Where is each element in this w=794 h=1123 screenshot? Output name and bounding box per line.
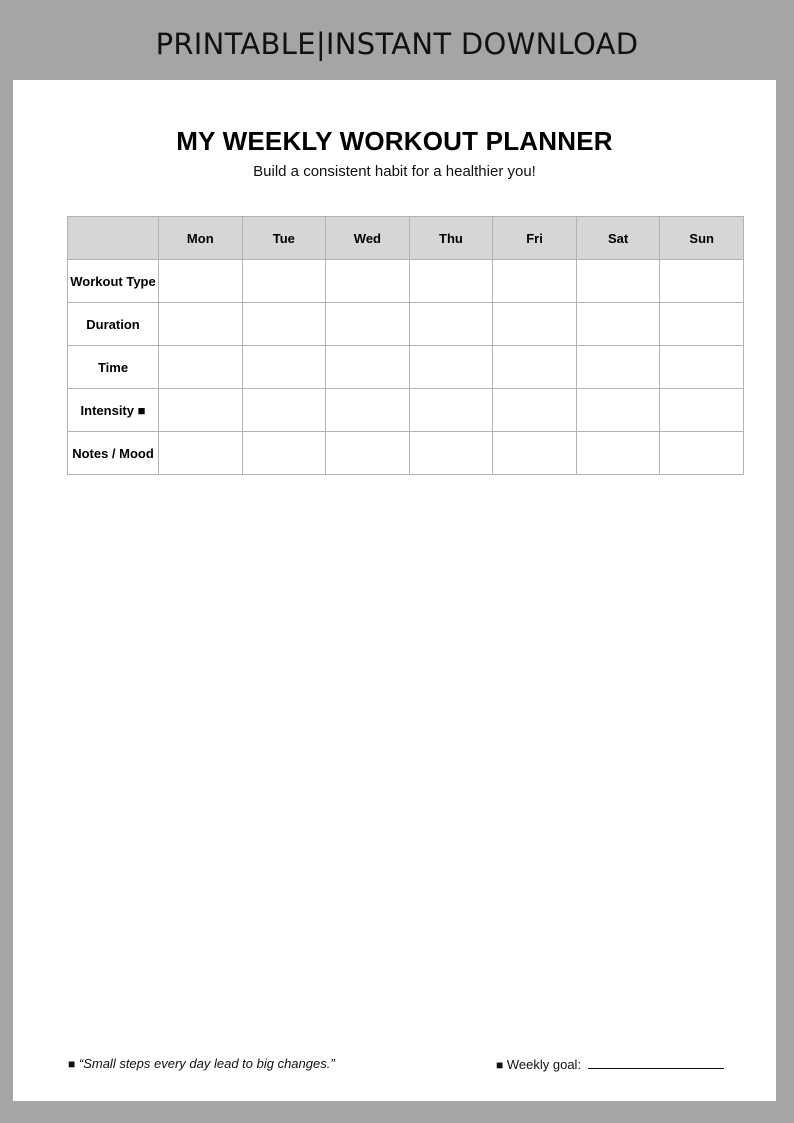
row-label-workout-type: Workout Type [68, 260, 159, 303]
entry-cell[interactable] [242, 260, 326, 303]
weekly-goal-label: Weekly goal: [506, 1057, 582, 1072]
entry-cell[interactable] [242, 389, 326, 432]
weekly-planner-table [67, 216, 744, 475]
day-header-wed: Wed [326, 217, 410, 260]
row-label-duration: Duration [68, 303, 159, 346]
row-label-time: Time [68, 346, 159, 389]
quote-text: “Small steps every day lead to big changes.” [78, 1056, 335, 1071]
row-label-notes-mood: Notes / Mood [68, 432, 159, 475]
day-header-sun: Sun [660, 217, 744, 260]
footer-quote [68, 1056, 335, 1071]
corner-cell [68, 217, 159, 260]
entry-cell[interactable] [576, 303, 660, 346]
entry-cell[interactable] [660, 432, 744, 475]
entry-cell[interactable] [409, 389, 493, 432]
entry-cell[interactable] [159, 432, 243, 475]
entry-cell[interactable] [409, 303, 493, 346]
entry-cell[interactable] [326, 389, 410, 432]
planner-sheet [13, 80, 776, 1101]
entry-cell[interactable] [242, 346, 326, 389]
entry-cell[interactable] [159, 303, 243, 346]
entry-cell[interactable] [159, 346, 243, 389]
entry-cell[interactable] [660, 346, 744, 389]
page-subtitle: Build a consistent habit for a healthier you! [253, 163, 536, 180]
entry-cell[interactable] [409, 260, 493, 303]
entry-cell[interactable] [493, 260, 577, 303]
table-row [68, 432, 744, 475]
entry-cell[interactable] [409, 346, 493, 389]
row-label-intensity: Intensity ■ [68, 389, 159, 432]
table-row [68, 303, 744, 346]
day-header-tue: Tue [242, 217, 326, 260]
entry-cell[interactable] [660, 389, 744, 432]
day-header-thu: Thu [409, 217, 493, 260]
weekly-goal-blank-line[interactable] [588, 1056, 724, 1069]
day-header-fri: Fri [493, 217, 577, 260]
weekly-goal [496, 1056, 724, 1072]
top-banner [0, 0, 794, 80]
entry-cell[interactable] [326, 346, 410, 389]
square-bullet-icon: ■ [68, 1057, 76, 1071]
entry-cell[interactable] [242, 432, 326, 475]
table-row [68, 389, 744, 432]
entry-cell[interactable] [576, 346, 660, 389]
entry-cell[interactable] [660, 303, 744, 346]
entry-cell[interactable] [576, 260, 660, 303]
entry-cell[interactable] [409, 432, 493, 475]
entry-cell[interactable] [493, 389, 577, 432]
entry-cell[interactable] [326, 303, 410, 346]
entry-cell[interactable] [660, 260, 744, 303]
banner-text: PRINTABLE|INSTANT DOWNLOAD [155, 27, 639, 61]
entry-cell[interactable] [576, 432, 660, 475]
entry-cell[interactable] [493, 303, 577, 346]
square-bullet-icon: ■ [496, 1058, 504, 1072]
entry-cell[interactable] [493, 346, 577, 389]
table-row [68, 346, 744, 389]
page-title: MY WEEKLY WORKOUT PLANNER [176, 126, 613, 156]
entry-cell[interactable] [242, 303, 326, 346]
entry-cell[interactable] [326, 432, 410, 475]
entry-cell[interactable] [576, 389, 660, 432]
entry-cell[interactable] [159, 389, 243, 432]
day-header-sat: Sat [576, 217, 660, 260]
day-header-mon: Mon [159, 217, 243, 260]
table-header-row [68, 217, 744, 260]
entry-cell[interactable] [493, 432, 577, 475]
table-row [68, 260, 744, 303]
entry-cell[interactable] [326, 260, 410, 303]
entry-cell[interactable] [159, 260, 243, 303]
